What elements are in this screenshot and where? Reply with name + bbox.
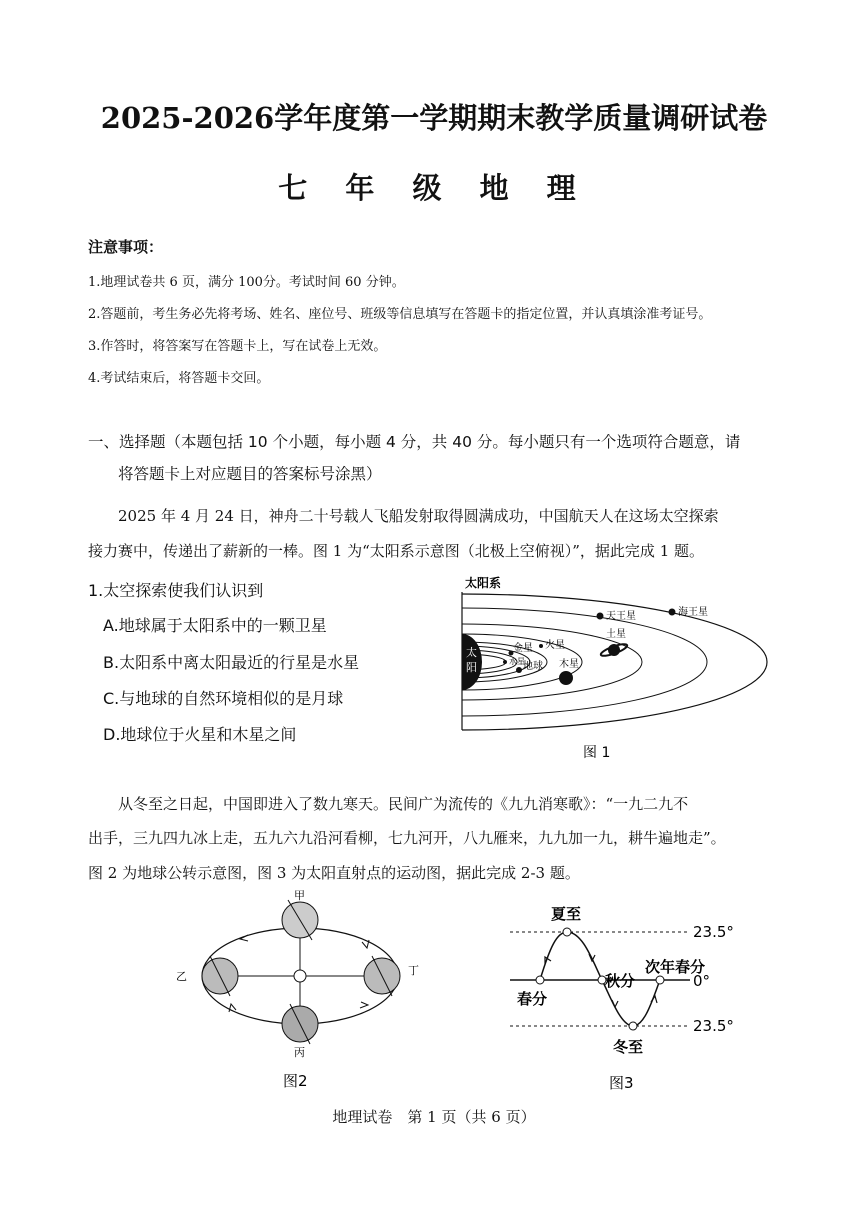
saturn-dot xyxy=(608,644,620,656)
notice-item: 2.答题前，考生务必先将考场、姓名、座位号、班级等信息填写在答题卡的指定位置，并认真填涂准考证号。 xyxy=(88,307,712,322)
neptune-dot xyxy=(669,609,676,616)
notice-item: 3.作答时，将答案写在答题卡上，写在试卷上无效。 xyxy=(88,339,387,354)
passage-line: 2025 年 4 月 24 日，神舟二十号载人飞船发射取得圆满成功，中国航天人在这场太空探索 xyxy=(118,507,719,525)
latitude-equator: 0° xyxy=(693,972,711,990)
option-c: C.与地球的自然环境相似的是月球 xyxy=(103,689,344,708)
option-d: D.地球位于火星和木星之间 xyxy=(103,725,297,744)
mars-label: 火星 xyxy=(545,640,565,651)
uranus-dot xyxy=(597,613,604,620)
position-bottom-label: 丙 xyxy=(294,1046,305,1059)
mars-dot xyxy=(539,644,543,648)
mercury-label: 水星 xyxy=(509,657,525,666)
venus-label: 金星 xyxy=(513,643,533,654)
earth-label: 地球 xyxy=(523,661,543,672)
section-heading-cont: 将答题卡上对应题目的答案标号涂黑） xyxy=(118,465,382,483)
mercury-dot xyxy=(503,660,507,664)
notice-heading: 注意事项： xyxy=(88,238,164,256)
option-a: A.地球属于太阳系中的一颗卫星 xyxy=(103,616,327,635)
figure-subsolar-point xyxy=(505,902,755,1092)
sun-marker-next-spring xyxy=(656,976,664,984)
figure1-title: 太阳系 xyxy=(465,576,502,590)
sun-marker-spring xyxy=(536,976,544,984)
passage-line: 图 2 为地球公转示意图，图 3 为太阳直射点的运动图，据此完成 2-3 题。 xyxy=(88,864,580,882)
uranus-label: 天王星 xyxy=(606,611,636,622)
passage-line: 从冬至之日起，中国即进入了数九寒天。民间广为流传的《九九消寒歌》：“一九二九不 xyxy=(118,795,689,813)
exam-title: 2025-2026学年度第一学期期末教学质量调研试卷 xyxy=(100,101,768,135)
figure1-caption: 图 1 xyxy=(583,745,611,761)
earth-dot xyxy=(516,667,522,673)
figure2-caption: 图2 xyxy=(283,1072,308,1088)
notice-item: 1.地理试卷共 6 页，满分 100分。考试时间 60 分钟。 xyxy=(88,275,405,290)
sun-marker-summer xyxy=(563,928,571,936)
exam-subtitle: 七 年 级 地 理 xyxy=(278,171,590,205)
position-right-label: 丁 xyxy=(408,964,419,977)
figure-earth-revolution xyxy=(170,888,430,1088)
figure3-caption: 图3 xyxy=(609,1074,634,1092)
summer-label: 夏至 xyxy=(551,905,582,923)
passage-line: 接力赛中，传递出了薪新的一棒。图 1 为“太阳系示意图（北极上空俯视）”，据此完成 1 题。 xyxy=(88,542,705,560)
sun-marker-winter xyxy=(629,1022,637,1030)
position-left-label: 乙 xyxy=(176,970,187,983)
sun-icon xyxy=(294,970,306,982)
latitude-top: 23.5° xyxy=(693,923,734,941)
winter-label: 冬至 xyxy=(613,1038,644,1056)
autumn-label: 秋分 xyxy=(605,972,636,990)
jupiter-dot xyxy=(559,671,573,685)
option-b: B.太阳系中离太阳最近的行星是水星 xyxy=(103,653,360,672)
position-top-label: 甲 xyxy=(294,889,305,902)
saturn-label: 土星 xyxy=(606,629,626,640)
figure-solar-system xyxy=(455,572,775,767)
question-stem: 1.太空探索使我们认识到 xyxy=(88,581,264,600)
latitude-bottom: 23.5° xyxy=(693,1017,734,1035)
spring-label: 春分 xyxy=(517,990,548,1008)
passage-line: 出手，三九四九冰上走，五九六九沿河看柳，七九河开，八九雁来，九九加一九，耕牛遍地走”。 xyxy=(88,829,726,847)
page-footer: 地理试卷 第 1 页（共 6 页） xyxy=(332,1108,536,1126)
next-spring-label: 次年春分 xyxy=(645,958,706,976)
neptune-label: 海王星 xyxy=(678,607,708,618)
section-heading: 一、选择题（本题包括 10 个小题，每小题 4 分，共 40 分。每小题只有一个选项符合题意，请 xyxy=(88,433,741,451)
sun-label: 太 xyxy=(466,646,477,659)
sun-label: 阳 xyxy=(466,661,477,674)
jupiter-label: 木星 xyxy=(559,659,579,670)
notice-item: 4.考试结束后，将答题卡交回。 xyxy=(88,371,270,386)
